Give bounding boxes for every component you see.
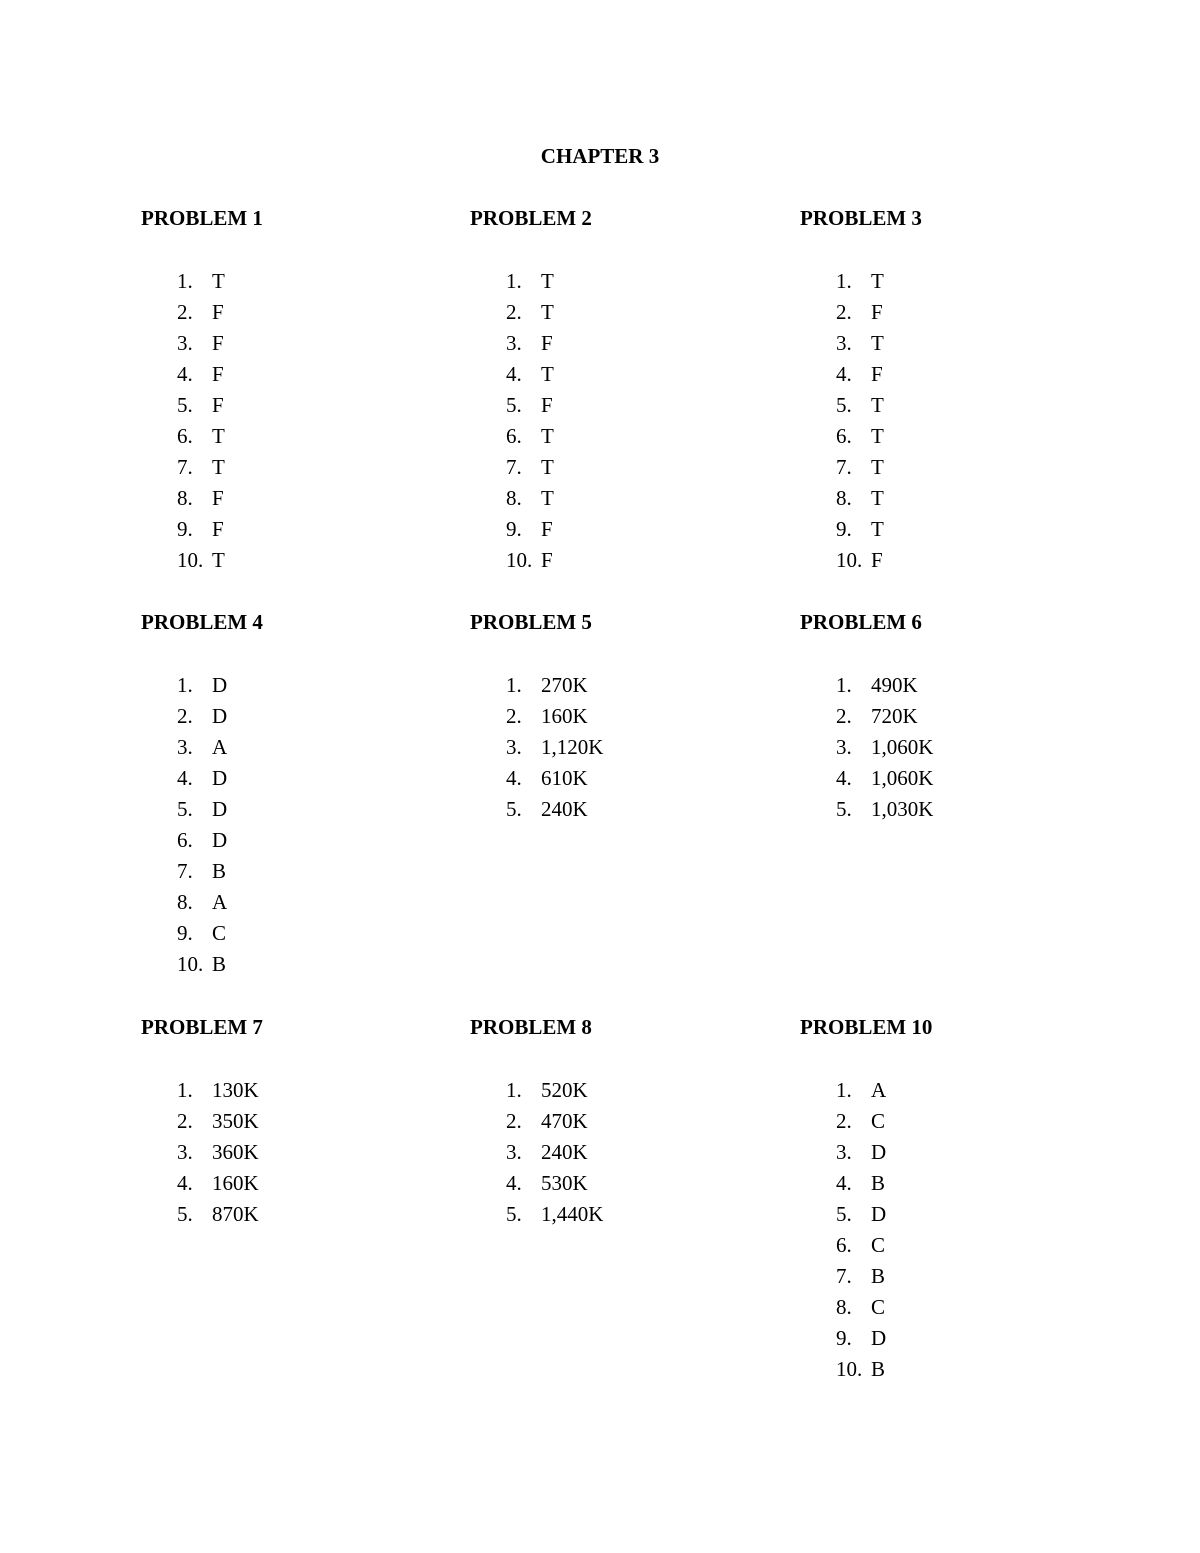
list-item bbox=[470, 701, 770, 732]
item-number: 6. bbox=[836, 424, 852, 448]
item-number: 2. bbox=[836, 300, 852, 324]
problem-heading: PROBLEM 10 bbox=[800, 1015, 933, 1039]
list-item bbox=[141, 1168, 441, 1199]
item-answer: F bbox=[212, 393, 224, 417]
item-number: 1. bbox=[836, 269, 852, 293]
item-number: 8. bbox=[177, 486, 193, 510]
item-number: 9. bbox=[506, 517, 522, 541]
list-item bbox=[800, 1323, 1100, 1354]
item-answer: T bbox=[212, 455, 225, 479]
item-answer: C bbox=[871, 1109, 886, 1133]
item-number: 3. bbox=[506, 331, 522, 355]
list-item bbox=[470, 390, 770, 421]
item-number: 2. bbox=[506, 300, 522, 324]
list-item bbox=[470, 297, 770, 328]
item-number: 7. bbox=[177, 859, 193, 883]
item-answer: F bbox=[212, 331, 224, 355]
item-answer: B bbox=[212, 859, 227, 883]
item-number: 6. bbox=[836, 1233, 852, 1257]
item-number: 3. bbox=[506, 1140, 522, 1164]
item-number: 1. bbox=[177, 269, 193, 293]
list-item bbox=[470, 794, 770, 825]
list-item bbox=[141, 1106, 441, 1137]
item-answer: 1,030K bbox=[871, 797, 934, 821]
item-answer: B bbox=[871, 1171, 886, 1195]
list-item bbox=[800, 297, 1100, 328]
item-number: 1. bbox=[177, 1078, 193, 1102]
item-answer: T bbox=[212, 269, 225, 293]
problem-block bbox=[141, 1013, 441, 1230]
item-answer: T bbox=[871, 393, 884, 417]
item-number: 1. bbox=[506, 269, 522, 293]
item-answer: F bbox=[212, 300, 224, 324]
item-number: 1. bbox=[836, 673, 852, 697]
problem-heading: PROBLEM 8 bbox=[470, 1015, 592, 1039]
item-number: 3. bbox=[836, 331, 852, 355]
item-number: 2. bbox=[177, 1109, 193, 1133]
item-answer: C bbox=[871, 1295, 886, 1319]
list-item bbox=[800, 266, 1100, 297]
list-item bbox=[800, 794, 1100, 825]
list-item bbox=[141, 514, 441, 545]
list-item bbox=[141, 670, 441, 701]
item-answer: 1,060K bbox=[871, 766, 934, 790]
item-number: 4. bbox=[506, 766, 522, 790]
item-answer: B bbox=[212, 952, 227, 976]
item-answer: F bbox=[541, 517, 553, 541]
list-item bbox=[470, 514, 770, 545]
list-item bbox=[470, 1199, 770, 1230]
item-number: 3. bbox=[177, 735, 193, 759]
list-item bbox=[800, 1199, 1100, 1230]
item-answer: 270K bbox=[541, 673, 588, 697]
item-number: 8. bbox=[836, 1295, 852, 1319]
item-answer: 610K bbox=[541, 766, 588, 790]
list-item bbox=[141, 1199, 441, 1230]
list-item bbox=[800, 732, 1100, 763]
list-item bbox=[800, 483, 1100, 514]
item-answer: C bbox=[871, 1233, 886, 1257]
list-item bbox=[470, 452, 770, 483]
item-answer: D bbox=[871, 1140, 887, 1164]
problem-heading: PROBLEM 4 bbox=[141, 610, 263, 634]
list-item bbox=[800, 328, 1100, 359]
list-item bbox=[141, 390, 441, 421]
answer-list bbox=[470, 266, 770, 576]
list-item bbox=[800, 701, 1100, 732]
problem-block bbox=[470, 1013, 770, 1230]
item-number: 5. bbox=[506, 1202, 522, 1226]
item-answer: 720K bbox=[871, 704, 918, 728]
item-number: 1. bbox=[506, 1078, 522, 1102]
list-item bbox=[800, 1106, 1100, 1137]
item-number: 9. bbox=[836, 1326, 852, 1350]
item-answer: T bbox=[212, 548, 225, 572]
list-item bbox=[800, 545, 1100, 576]
list-item bbox=[470, 421, 770, 452]
list-item bbox=[141, 452, 441, 483]
list-item bbox=[141, 1075, 441, 1106]
item-answer: D bbox=[212, 828, 228, 852]
item-answer: T bbox=[871, 455, 884, 479]
list-item bbox=[800, 514, 1100, 545]
problem-heading: PROBLEM 1 bbox=[141, 206, 263, 230]
item-number: 6. bbox=[177, 424, 193, 448]
item-number: 8. bbox=[506, 486, 522, 510]
list-item bbox=[470, 359, 770, 390]
list-item bbox=[141, 856, 441, 887]
item-number: 2. bbox=[177, 300, 193, 324]
list-item bbox=[470, 1106, 770, 1137]
problem-heading: PROBLEM 7 bbox=[141, 1015, 263, 1039]
item-answer: A bbox=[871, 1078, 887, 1102]
list-item bbox=[800, 1168, 1100, 1199]
item-answer: D bbox=[871, 1326, 887, 1350]
problem-heading: PROBLEM 3 bbox=[800, 206, 922, 230]
problem-heading: PROBLEM 6 bbox=[800, 610, 922, 634]
item-number: 6. bbox=[506, 424, 522, 448]
item-number: 3. bbox=[836, 1140, 852, 1164]
item-number: 8. bbox=[177, 890, 193, 914]
item-number: 6. bbox=[177, 828, 193, 852]
item-answer: T bbox=[541, 486, 554, 510]
item-answer: 240K bbox=[541, 1140, 588, 1164]
item-number: 5. bbox=[177, 797, 193, 821]
item-number: 4. bbox=[836, 362, 852, 386]
item-number: 1. bbox=[177, 673, 193, 697]
item-number: 4. bbox=[506, 1171, 522, 1195]
item-number: 9. bbox=[836, 517, 852, 541]
item-answer: 470K bbox=[541, 1109, 588, 1133]
item-number: 2. bbox=[506, 704, 522, 728]
item-answer: T bbox=[541, 424, 554, 448]
item-number: 10. bbox=[177, 548, 204, 572]
answer-list bbox=[470, 1075, 770, 1230]
item-answer: T bbox=[871, 486, 884, 510]
answer-list bbox=[470, 670, 770, 825]
list-item bbox=[470, 328, 770, 359]
answer-list bbox=[800, 1075, 1100, 1385]
list-item bbox=[800, 390, 1100, 421]
item-number: 2. bbox=[836, 704, 852, 728]
item-answer: F bbox=[871, 548, 883, 572]
list-item bbox=[800, 421, 1100, 452]
item-number: 2. bbox=[177, 704, 193, 728]
list-item bbox=[141, 825, 441, 856]
problem-block bbox=[470, 204, 770, 576]
problem-heading: PROBLEM 2 bbox=[470, 206, 592, 230]
list-item bbox=[800, 1354, 1100, 1385]
item-answer: F bbox=[871, 300, 883, 324]
list-item bbox=[800, 670, 1100, 701]
list-item bbox=[800, 1292, 1100, 1323]
item-answer: 1,060K bbox=[871, 735, 934, 759]
item-number: 3. bbox=[836, 735, 852, 759]
item-answer: F bbox=[212, 486, 224, 510]
item-number: 4. bbox=[177, 1171, 193, 1195]
item-answer: D bbox=[212, 673, 228, 697]
item-number: 2. bbox=[506, 1109, 522, 1133]
item-number: 4. bbox=[836, 766, 852, 790]
item-number: 10. bbox=[836, 1357, 863, 1381]
list-item bbox=[141, 701, 441, 732]
list-item bbox=[141, 266, 441, 297]
list-item bbox=[800, 1075, 1100, 1106]
list-item bbox=[470, 483, 770, 514]
list-item bbox=[470, 1075, 770, 1106]
item-number: 4. bbox=[177, 362, 193, 386]
item-answer: D bbox=[212, 704, 228, 728]
item-answer: 1,120K bbox=[541, 735, 604, 759]
list-item bbox=[470, 670, 770, 701]
item-number: 5. bbox=[506, 393, 522, 417]
item-answer: F bbox=[212, 362, 224, 386]
item-number: 5. bbox=[177, 1202, 193, 1226]
item-number: 3. bbox=[177, 1140, 193, 1164]
item-number: 7. bbox=[506, 455, 522, 479]
list-item bbox=[141, 545, 441, 576]
item-answer: T bbox=[541, 300, 554, 324]
item-number: 9. bbox=[177, 517, 193, 541]
problem-block bbox=[470, 608, 770, 825]
item-answer: 1,440K bbox=[541, 1202, 604, 1226]
list-item bbox=[470, 732, 770, 763]
item-answer: 520K bbox=[541, 1078, 588, 1102]
list-item bbox=[141, 732, 441, 763]
list-item bbox=[470, 763, 770, 794]
list-item bbox=[470, 545, 770, 576]
item-number: 10. bbox=[836, 548, 863, 572]
item-number: 8. bbox=[836, 486, 852, 510]
page-title: CHAPTER 3 bbox=[540, 144, 660, 168]
item-answer: 160K bbox=[541, 704, 588, 728]
item-answer: A bbox=[212, 735, 228, 759]
item-answer: 870K bbox=[212, 1202, 259, 1226]
list-item bbox=[141, 949, 441, 980]
list-item bbox=[141, 297, 441, 328]
item-answer: T bbox=[871, 517, 884, 541]
item-answer: 240K bbox=[541, 797, 588, 821]
item-number: 2. bbox=[836, 1109, 852, 1133]
list-item bbox=[141, 359, 441, 390]
item-answer: 160K bbox=[212, 1171, 259, 1195]
list-item bbox=[141, 1137, 441, 1168]
item-number: 3. bbox=[177, 331, 193, 355]
list-item bbox=[141, 887, 441, 918]
item-number: 5. bbox=[177, 393, 193, 417]
list-item bbox=[141, 918, 441, 949]
answer-list bbox=[141, 670, 441, 980]
list-item bbox=[141, 328, 441, 359]
item-number: 4. bbox=[836, 1171, 852, 1195]
item-answer: C bbox=[212, 921, 227, 945]
item-answer: F bbox=[541, 393, 553, 417]
item-number: 3. bbox=[506, 735, 522, 759]
item-answer: B bbox=[871, 1264, 886, 1288]
list-item bbox=[800, 359, 1100, 390]
answer-list bbox=[141, 1075, 441, 1230]
item-number: 1. bbox=[506, 673, 522, 697]
list-item bbox=[800, 1230, 1100, 1261]
problem-block bbox=[141, 608, 441, 980]
item-answer: B bbox=[871, 1357, 886, 1381]
list-item bbox=[800, 763, 1100, 794]
answer-list bbox=[800, 266, 1100, 576]
item-answer: 360K bbox=[212, 1140, 259, 1164]
list-item bbox=[800, 452, 1100, 483]
item-answer: T bbox=[541, 455, 554, 479]
list-item bbox=[800, 1261, 1100, 1292]
problem-block bbox=[141, 204, 441, 576]
item-number: 10. bbox=[506, 548, 533, 572]
item-answer: F bbox=[541, 548, 553, 572]
answer-list bbox=[141, 266, 441, 576]
item-number: 4. bbox=[506, 362, 522, 386]
item-number: 5. bbox=[506, 797, 522, 821]
item-answer: F bbox=[871, 362, 883, 386]
problem-block bbox=[800, 1013, 1100, 1385]
item-answer: D bbox=[212, 766, 228, 790]
item-answer: F bbox=[541, 331, 553, 355]
item-number: 5. bbox=[836, 797, 852, 821]
item-answer: A bbox=[212, 890, 228, 914]
problem-block bbox=[800, 608, 1100, 825]
list-item bbox=[141, 483, 441, 514]
item-number: 5. bbox=[836, 1202, 852, 1226]
item-answer: 350K bbox=[212, 1109, 259, 1133]
item-answer: T bbox=[541, 362, 554, 386]
item-answer: 130K bbox=[212, 1078, 259, 1102]
item-number: 1. bbox=[836, 1078, 852, 1102]
item-answer: D bbox=[212, 797, 228, 821]
item-answer: T bbox=[871, 424, 884, 448]
item-number: 7. bbox=[836, 455, 852, 479]
list-item bbox=[470, 1137, 770, 1168]
list-item bbox=[800, 1137, 1100, 1168]
list-item bbox=[470, 266, 770, 297]
problem-heading: PROBLEM 5 bbox=[470, 610, 592, 634]
list-item bbox=[141, 421, 441, 452]
item-answer: T bbox=[212, 424, 225, 448]
problem-block bbox=[800, 204, 1100, 576]
item-number: 5. bbox=[836, 393, 852, 417]
item-answer: D bbox=[871, 1202, 887, 1226]
item-answer: F bbox=[212, 517, 224, 541]
item-answer: T bbox=[541, 269, 554, 293]
item-answer: T bbox=[871, 331, 884, 355]
list-item bbox=[141, 794, 441, 825]
item-answer: T bbox=[871, 269, 884, 293]
item-number: 10. bbox=[177, 952, 204, 976]
item-number: 9. bbox=[177, 921, 193, 945]
list-item bbox=[141, 763, 441, 794]
item-number: 7. bbox=[836, 1264, 852, 1288]
item-number: 7. bbox=[177, 455, 193, 479]
answer-list bbox=[800, 670, 1100, 825]
item-number: 4. bbox=[177, 766, 193, 790]
item-answer: 490K bbox=[871, 673, 918, 697]
item-answer: 530K bbox=[541, 1171, 588, 1195]
list-item bbox=[470, 1168, 770, 1199]
